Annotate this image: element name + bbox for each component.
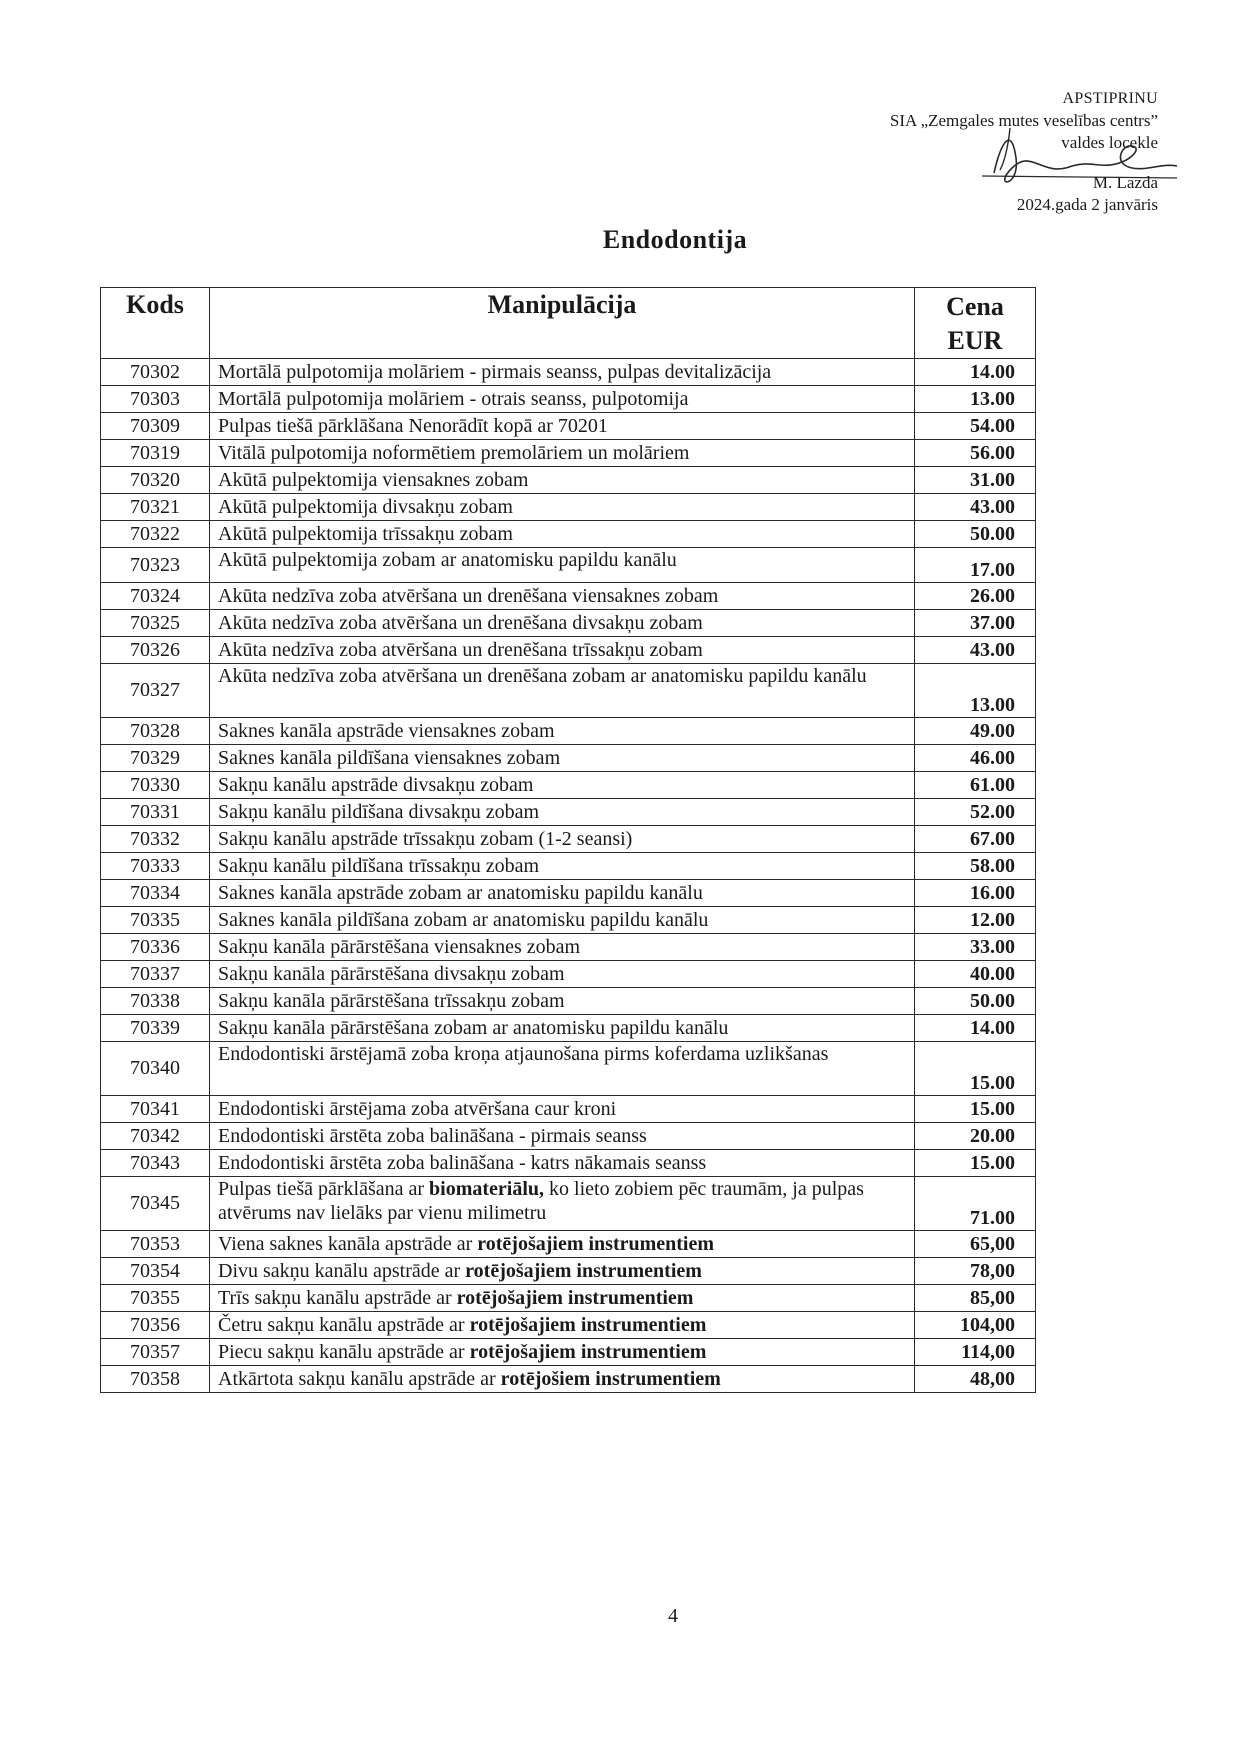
cell-procedure: Vitālā pulpotomija noformētiem premolāriem un molāriem: [210, 440, 915, 467]
table-row: [101, 467, 1036, 494]
cell-procedure: Akūtā pulpektomija divsakņu zobam: [210, 494, 915, 521]
cell-price: 31.00: [915, 467, 1036, 494]
table-row: [101, 386, 1036, 413]
cell-price: 15.00: [915, 1150, 1036, 1177]
cell-code: 70356: [101, 1312, 210, 1339]
column-header-price-line1: Cena: [946, 292, 1004, 321]
table-row: [101, 880, 1036, 907]
cell-code: 70334: [101, 880, 210, 907]
cell-procedure: [210, 1231, 915, 1258]
table-row: [101, 1258, 1036, 1285]
cell-price: 67.00: [915, 826, 1036, 853]
cell-price: 20.00: [915, 1123, 1036, 1150]
table-row: [101, 907, 1036, 934]
cell-price: 43.00: [915, 637, 1036, 664]
cell-procedure: Sakņu kanāla pārārstēšana zobam ar anatomisku papildu kanālu: [210, 1015, 915, 1042]
price-table: [100, 287, 1036, 1393]
cell-procedure: Akūtā pulpektomija viensaknes zobam: [210, 467, 915, 494]
page-number: 4: [668, 1605, 678, 1627]
procedure-text: Pulpas tiešā pārklāšana ar: [218, 1178, 430, 1200]
cell-procedure: [210, 1285, 915, 1312]
table-row: [101, 1015, 1036, 1042]
cell-procedure: Saknes kanāla pildīšana viensaknes zobam: [210, 745, 915, 772]
column-header-price-line2: EUR: [947, 326, 1003, 355]
procedure-text: Viena saknes kanāla apstrāde ar: [218, 1233, 478, 1255]
table-row: [101, 1231, 1036, 1258]
table-row: [101, 799, 1036, 826]
cell-code: 70319: [101, 440, 210, 467]
cell-price: 65,00: [915, 1231, 1036, 1258]
cell-price: 54.00: [915, 413, 1036, 440]
cell-code: 70303: [101, 386, 210, 413]
cell-code: 70328: [101, 718, 210, 745]
table-row: [101, 826, 1036, 853]
approval-company: SIA „Zemgales mutes veselības centrs”: [889, 111, 1158, 130]
cell-code: 70358: [101, 1366, 210, 1393]
cell-code: 70338: [101, 988, 210, 1015]
cell-price: 15.00: [915, 1042, 1036, 1096]
procedure-text: Divu sakņu kanālu apstrāde ar: [218, 1260, 466, 1282]
cell-price: 50.00: [915, 521, 1036, 548]
cell-code: 70332: [101, 826, 210, 853]
cell-code: 70355: [101, 1285, 210, 1312]
procedure-emphasis: rotējošajiem instrumentiem: [477, 1233, 715, 1255]
table-row: [101, 1285, 1036, 1312]
table-row: [101, 934, 1036, 961]
table-row: [101, 1123, 1036, 1150]
cell-code: 70326: [101, 637, 210, 664]
cell-code: 70330: [101, 772, 210, 799]
page-title: Endodontija: [602, 225, 748, 254]
cell-price: 26.00: [915, 583, 1036, 610]
cell-code: 70323: [101, 548, 210, 583]
table-row: [101, 772, 1036, 799]
cell-procedure: Saknes kanāla apstrāde viensaknes zobam: [210, 718, 915, 745]
table-row: [101, 440, 1036, 467]
table-row: [101, 548, 1036, 583]
cell-price: 17.00: [915, 548, 1036, 583]
cell-price: 46.00: [915, 745, 1036, 772]
cell-procedure: Endodontiski ārstējamā zoba kroņa atjaunošana pirms koferdama uzlikšanas: [210, 1042, 915, 1096]
procedure-text: Piecu sakņu kanālu apstrāde ar: [218, 1341, 470, 1363]
cell-code: 70324: [101, 583, 210, 610]
cell-price: 15.00: [915, 1096, 1036, 1123]
cell-price: 13.00: [915, 386, 1036, 413]
cell-price: 58.00: [915, 853, 1036, 880]
cell-procedure: Mortālā pulpotomija molāriem - otrais seanss, pulpotomija: [210, 386, 915, 413]
column-header-code: Kods: [101, 288, 210, 359]
cell-code: 70331: [101, 799, 210, 826]
table-row: [101, 1339, 1036, 1366]
cell-procedure: [210, 1339, 915, 1366]
cell-procedure: Akūtā pulpektomija zobam ar anatomisku papildu kanālu: [210, 548, 915, 583]
cell-price: 49.00: [915, 718, 1036, 745]
table-row: [101, 718, 1036, 745]
cell-code: 70336: [101, 934, 210, 961]
cell-procedure: Akūta nedzīva zoba atvēršana un drenēšana divsakņu zobam: [210, 610, 915, 637]
cell-procedure: Endodontiski ārstējama zoba atvēršana caur kroni: [210, 1096, 915, 1123]
cell-price: 78,00: [915, 1258, 1036, 1285]
table-row: [101, 1366, 1036, 1393]
table-row: [101, 610, 1036, 637]
cell-code: 70327: [101, 664, 210, 718]
table-row: [101, 494, 1036, 521]
cell-price: 16.00: [915, 880, 1036, 907]
cell-code: 70325: [101, 610, 210, 637]
cell-code: 70333: [101, 853, 210, 880]
cell-procedure: Akūta nedzīva zoba atvēršana un drenēšana zobam ar anatomisku papildu kanālu: [210, 664, 915, 718]
cell-code: 70340: [101, 1042, 210, 1096]
cell-procedure: Sakņu kanāla pārārstēšana divsakņu zobam: [210, 961, 915, 988]
approval-title: APSTIPRINU: [1062, 90, 1158, 107]
table-row: [101, 745, 1036, 772]
cell-procedure: Endodontiski ārstēta zoba balināšana - katrs nākamais seanss: [210, 1150, 915, 1177]
procedure-emphasis: rotējošajiem instrumentiem: [469, 1341, 707, 1363]
cell-price: 14.00: [915, 359, 1036, 386]
cell-procedure: [210, 1312, 915, 1339]
cell-price: 104,00: [915, 1312, 1036, 1339]
cell-price: 40.00: [915, 961, 1036, 988]
cell-price: 85,00: [915, 1285, 1036, 1312]
cell-price: 13.00: [915, 664, 1036, 718]
cell-price: 43.00: [915, 494, 1036, 521]
cell-procedure: Mortālā pulpotomija molāriem - pirmais seanss, pulpas devitalizācija: [210, 359, 915, 386]
cell-code: 70354: [101, 1258, 210, 1285]
procedure-emphasis: rotējošajiem instrumentiem: [456, 1287, 694, 1309]
approval-date: 2024.gada 2 janvāris: [1016, 195, 1158, 214]
approval-name: M. Lazda: [1092, 173, 1158, 192]
cell-procedure: Sakņu kanālu apstrāde trīssakņu zobam (1-2 seansi): [210, 826, 915, 853]
cell-procedure: [210, 1366, 915, 1393]
cell-price: 48,00: [915, 1366, 1036, 1393]
cell-procedure: Sakņu kanāla pārārstēšana viensaknes zobam: [210, 934, 915, 961]
table-body: [101, 359, 1036, 1393]
cell-price: 71.00: [915, 1177, 1036, 1231]
procedure-emphasis: rotējošajiem instrumentiem: [465, 1260, 702, 1282]
table-row: [101, 664, 1036, 718]
cell-price: 37.00: [915, 610, 1036, 637]
cell-code: 70353: [101, 1231, 210, 1258]
cell-code: 70329: [101, 745, 210, 772]
cell-procedure: Sakņu kanālu pildīšana trīssakņu zobam: [210, 853, 915, 880]
cell-code: 70321: [101, 494, 210, 521]
table-row: [101, 359, 1036, 386]
cell-procedure: Akūtā pulpektomija trīssakņu zobam: [210, 521, 915, 548]
cell-procedure: Sakņu kanālu pildīšana divsakņu zobam: [210, 799, 915, 826]
table-row: [101, 1312, 1036, 1339]
procedure-text: Četru sakņu kanālu apstrāde ar: [218, 1314, 470, 1336]
cell-procedure: Saknes kanāla pildīšana zobam ar anatomisku papildu kanālu: [210, 907, 915, 934]
table-row: [101, 521, 1036, 548]
procedure-text: Trīs sakņu kanālu apstrāde ar: [218, 1287, 457, 1309]
cell-code: 70302: [101, 359, 210, 386]
cell-code: 70335: [101, 907, 210, 934]
procedure-text: Atkārtota sakņu kanālu apstrāde ar: [218, 1368, 501, 1390]
column-header-price: [915, 288, 1036, 359]
table-row: [101, 1150, 1036, 1177]
cell-procedure: Akūta nedzīva zoba atvēršana un drenēšana viensaknes zobam: [210, 583, 915, 610]
cell-procedure: [210, 1177, 915, 1231]
table-row: [101, 1042, 1036, 1096]
procedure-emphasis: rotējošajiem instrumentiem: [469, 1314, 707, 1336]
cell-procedure: Pulpas tiešā pārklāšana Nenorādīt kopā ar 70201: [210, 413, 915, 440]
cell-price: 52.00: [915, 799, 1036, 826]
table-row: [101, 988, 1036, 1015]
cell-code: 70343: [101, 1150, 210, 1177]
cell-price: 50.00: [915, 988, 1036, 1015]
cell-procedure: Endodontiski ārstēta zoba balināšana - pirmais seanss: [210, 1123, 915, 1150]
procedure-emphasis: rotējošiem instrumentiem: [500, 1368, 721, 1390]
table-row: [101, 1177, 1036, 1231]
cell-price: 61.00: [915, 772, 1036, 799]
cell-procedure: Sakņu kanālu apstrāde divsakņu zobam: [210, 772, 915, 799]
handwritten-signature: [982, 118, 1182, 198]
cell-procedure: Saknes kanāla apstrāde zobam ar anatomisku papildu kanālu: [210, 880, 915, 907]
cell-code: 70341: [101, 1096, 210, 1123]
cell-code: 70320: [101, 467, 210, 494]
cell-procedure: Sakņu kanāla pārārstēšana trīssakņu zobam: [210, 988, 915, 1015]
approval-role: valdes locekle: [1061, 133, 1158, 152]
cell-price: 12.00: [915, 907, 1036, 934]
table-header-row: [101, 288, 1036, 359]
cell-price: 33.00: [915, 934, 1036, 961]
table-row: [101, 1096, 1036, 1123]
cell-code: 70322: [101, 521, 210, 548]
cell-code: 70337: [101, 961, 210, 988]
cell-code: 70345: [101, 1177, 210, 1231]
cell-code: 70342: [101, 1123, 210, 1150]
table-row: [101, 413, 1036, 440]
column-header-procedure: Manipulācija: [210, 288, 915, 359]
cell-price: 14.00: [915, 1015, 1036, 1042]
procedure-emphasis: biomateriālu,: [429, 1178, 545, 1200]
table-row: [101, 583, 1036, 610]
cell-code: 70309: [101, 413, 210, 440]
cell-procedure: Akūta nedzīva zoba atvēršana un drenēšana trīssakņu zobam: [210, 637, 915, 664]
cell-price: 114,00: [915, 1339, 1036, 1366]
cell-code: 70339: [101, 1015, 210, 1042]
table-row: [101, 637, 1036, 664]
cell-procedure: [210, 1258, 915, 1285]
cell-code: 70357: [101, 1339, 210, 1366]
table-row: [101, 961, 1036, 988]
cell-price: 56.00: [915, 440, 1036, 467]
table-row: [101, 853, 1036, 880]
procedure-text-end: ko lieto zobiem pēc traumām, ja pulpas atvērums nav lielāks par vienu milimetru: [218, 1178, 864, 1224]
